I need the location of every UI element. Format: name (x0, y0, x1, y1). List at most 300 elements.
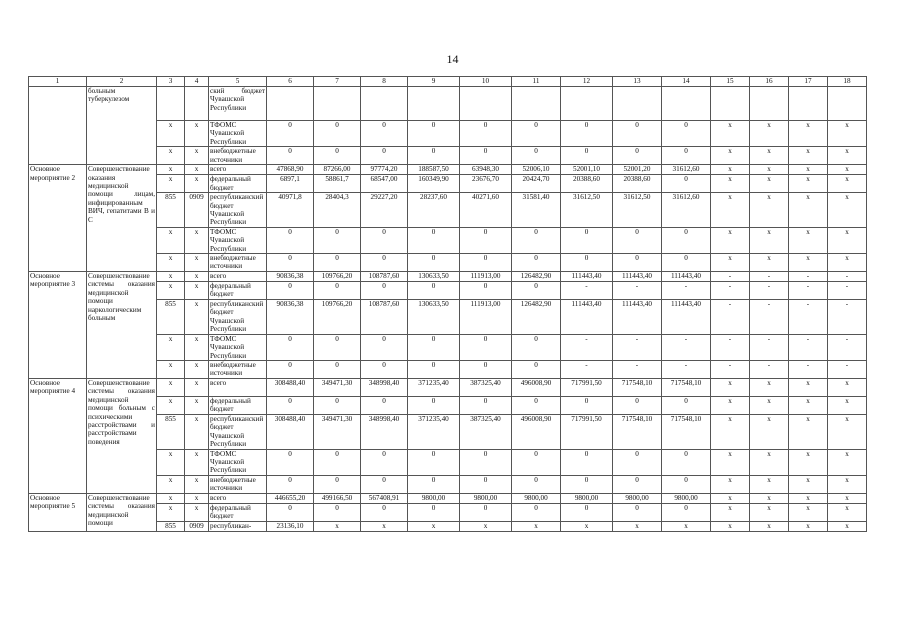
value-cell: x (711, 193, 750, 228)
value-cell: 0 (267, 147, 314, 165)
value-cell: 0 (314, 360, 361, 378)
value-cell (662, 87, 711, 121)
activity-name (29, 87, 87, 165)
value-cell: 6897,1 (267, 175, 314, 193)
value-cell: 108787,60 (361, 300, 408, 335)
value-cell: - (613, 360, 662, 378)
value-cell: x (711, 493, 750, 503)
value-cell: - (789, 300, 828, 335)
value-cell: 0 (361, 227, 408, 253)
value-cell: x (711, 503, 750, 521)
value-cell: - (828, 272, 867, 282)
value-cell: x (314, 521, 361, 531)
value-cell: 111443,40 (662, 272, 711, 282)
value-cell: 111443,40 (613, 272, 662, 282)
value-cell: 9800,00 (561, 493, 613, 503)
value-cell: 0 (267, 254, 314, 272)
funding-source: внебюджетные источники (209, 475, 267, 493)
value-cell: 108787,60 (361, 272, 408, 282)
column-header: 8 (361, 77, 408, 87)
funding-source: всего (209, 272, 267, 282)
value-cell: 0 (512, 449, 561, 475)
value-cell: 0 (512, 396, 561, 414)
budget-table (28, 76, 867, 532)
column-header: 12 (561, 77, 613, 87)
table-row (29, 165, 867, 175)
page-number: 14 (446, 52, 459, 66)
funding-source: ТФОМС Чувашской Республики (209, 121, 267, 147)
value-cell: x (662, 521, 711, 531)
value-cell: - (789, 272, 828, 282)
section-code: x (185, 475, 209, 493)
value-cell: 0 (561, 449, 613, 475)
value-cell: 0 (408, 449, 460, 475)
funding-source: всего (209, 493, 267, 503)
value-cell: x (750, 121, 789, 147)
value-cell: 0 (662, 475, 711, 493)
column-header: 4 (185, 77, 209, 87)
value-cell: - (711, 272, 750, 282)
value-cell: x (561, 521, 613, 531)
value-cell: 0 (314, 503, 361, 521)
value-cell: x (750, 475, 789, 493)
value-cell: 0 (267, 449, 314, 475)
section-code: x (185, 396, 209, 414)
value-cell: - (711, 360, 750, 378)
value-cell (789, 87, 828, 121)
value-cell: - (828, 282, 867, 300)
value-cell: 0 (408, 334, 460, 360)
value-cell: 0 (267, 334, 314, 360)
funding-source: республиканский бюджет Чувашской Республики (209, 193, 267, 228)
section-code: x (185, 254, 209, 272)
value-cell: x (711, 175, 750, 193)
value-cell: 90836,38 (267, 272, 314, 282)
value-cell: 371235,40 (408, 414, 460, 449)
value-cell: x (750, 227, 789, 253)
funding-source: республикан- (209, 521, 267, 531)
column-header: 17 (789, 77, 828, 87)
value-cell: x (361, 521, 408, 531)
value-cell: 0 (361, 396, 408, 414)
section-code: x (185, 378, 209, 396)
value-cell: x (828, 121, 867, 147)
section-code: x (185, 121, 209, 147)
value-cell: 0 (267, 121, 314, 147)
value-cell (828, 87, 867, 121)
funding-source: федеральный бюджет (209, 282, 267, 300)
admin-code: x (157, 175, 185, 193)
value-cell: 97774,20 (361, 165, 408, 175)
value-cell: - (789, 360, 828, 378)
value-cell: x (750, 165, 789, 175)
column-header: 2 (87, 77, 157, 87)
value-cell: 0 (662, 175, 711, 193)
value-cell: 31612,50 (561, 193, 613, 228)
value-cell: x (789, 475, 828, 493)
value-cell: 0 (662, 449, 711, 475)
value-cell: x (711, 521, 750, 531)
value-cell: 0 (561, 503, 613, 521)
column-header: 16 (750, 77, 789, 87)
value-cell: x (711, 165, 750, 175)
section-code: x (185, 227, 209, 253)
value-cell: 0 (613, 121, 662, 147)
value-cell (613, 87, 662, 121)
value-cell: x (711, 227, 750, 253)
value-cell: x (828, 175, 867, 193)
value-cell: 9800,00 (662, 493, 711, 503)
value-cell: x (750, 396, 789, 414)
section-code: x (185, 414, 209, 449)
column-header: 10 (460, 77, 512, 87)
funding-source: ТФОМС Чувашской Республики (209, 449, 267, 475)
column-header: 5 (209, 77, 267, 87)
value-cell: - (662, 282, 711, 300)
value-cell: 0 (314, 254, 361, 272)
value-cell: 20424,70 (512, 175, 561, 193)
section-code: x (185, 360, 209, 378)
admin-code: x (157, 503, 185, 521)
funding-source: внебюджетные источники (209, 360, 267, 378)
value-cell: 28237,60 (408, 193, 460, 228)
funding-source: внебюджетные источники (209, 147, 267, 165)
activity-description: Совершенствование системы оказания медицинской помощи (87, 493, 157, 531)
value-cell: 126482,90 (512, 300, 561, 335)
value-cell: 0 (267, 503, 314, 521)
table-body (29, 87, 867, 532)
section-code: x (185, 282, 209, 300)
value-cell: 0 (613, 147, 662, 165)
value-cell: 387325,40 (460, 414, 512, 449)
value-cell: x (750, 493, 789, 503)
value-cell (361, 87, 408, 121)
activity-description: Совершенствование системы оказания медицинской помощи наркологическим больным (87, 272, 157, 379)
value-cell: 0 (314, 475, 361, 493)
value-cell: x (789, 449, 828, 475)
value-cell: 0 (314, 147, 361, 165)
value-cell: 0 (267, 360, 314, 378)
value-cell: x (512, 521, 561, 531)
value-cell: - (662, 334, 711, 360)
value-cell: 109766,20 (314, 272, 361, 282)
value-cell: - (750, 272, 789, 282)
value-cell: 47868,90 (267, 165, 314, 175)
funding-source: федеральный бюджет (209, 175, 267, 193)
section-code: x (185, 300, 209, 335)
admin-code: x (157, 334, 185, 360)
value-cell: x (828, 193, 867, 228)
value-cell: x (789, 493, 828, 503)
value-cell: 0 (512, 334, 561, 360)
value-cell (750, 87, 789, 121)
value-cell: 0 (408, 254, 460, 272)
value-cell: 0 (314, 121, 361, 147)
admin-code: x (157, 121, 185, 147)
value-cell: 308488,40 (267, 414, 314, 449)
funding-source: ский бюджет Чувашской Республики (209, 87, 267, 121)
column-header: 15 (711, 77, 750, 87)
value-cell: 63948,30 (460, 165, 512, 175)
value-cell: 349471,30 (314, 378, 361, 396)
value-cell: 0 (460, 360, 512, 378)
value-cell: x (828, 254, 867, 272)
value-cell: x (750, 175, 789, 193)
activity-name: Основное мероприятие 5 (29, 493, 87, 531)
value-cell: x (750, 378, 789, 396)
value-cell: - (828, 360, 867, 378)
value-cell: 20388,60 (613, 175, 662, 193)
value-cell: x (750, 193, 789, 228)
value-cell: 23676,70 (460, 175, 512, 193)
value-cell: - (711, 300, 750, 335)
value-cell: 0 (408, 121, 460, 147)
value-cell: 0 (512, 503, 561, 521)
value-cell: - (561, 334, 613, 360)
value-cell: 90836,38 (267, 300, 314, 335)
funding-source: ТФОМС Чувашской Республики (209, 334, 267, 360)
admin-code: x (157, 272, 185, 282)
value-cell (267, 87, 314, 121)
value-cell: 0 (460, 147, 512, 165)
value-cell: 0 (314, 227, 361, 253)
value-cell: 0 (267, 396, 314, 414)
funding-source: внебюджетные источники (209, 254, 267, 272)
value-cell: 0 (460, 396, 512, 414)
admin-code: x (157, 282, 185, 300)
value-cell: x (711, 449, 750, 475)
value-cell: 111913,00 (460, 300, 512, 335)
value-cell: 31612,60 (662, 165, 711, 175)
value-cell: 40271,60 (460, 193, 512, 228)
value-cell: 0 (662, 121, 711, 147)
value-cell: x (789, 175, 828, 193)
value-cell: 0 (662, 227, 711, 253)
value-cell: x (711, 475, 750, 493)
header-row (29, 77, 867, 87)
value-cell: 446655,20 (267, 493, 314, 503)
value-cell: 111443,40 (613, 300, 662, 335)
value-cell: 0 (314, 449, 361, 475)
value-cell: x (789, 503, 828, 521)
value-cell: - (750, 334, 789, 360)
value-cell (512, 87, 561, 121)
value-cell (408, 87, 460, 121)
value-cell: 9800,00 (512, 493, 561, 503)
value-cell: 0 (512, 227, 561, 253)
value-cell: 0 (361, 282, 408, 300)
value-cell: x (828, 449, 867, 475)
value-cell: 387325,40 (460, 378, 512, 396)
value-cell: x (828, 521, 867, 531)
value-cell: 29227,20 (361, 193, 408, 228)
value-cell: 496008,90 (512, 414, 561, 449)
value-cell: 52006,10 (512, 165, 561, 175)
value-cell: 496008,90 (512, 378, 561, 396)
funding-source: федеральный бюджет (209, 503, 267, 521)
value-cell: x (750, 254, 789, 272)
section-code: x (185, 503, 209, 521)
value-cell: x (828, 147, 867, 165)
value-cell: 0 (561, 475, 613, 493)
value-cell: 0 (361, 360, 408, 378)
value-cell: 111443,40 (662, 300, 711, 335)
value-cell: 0 (512, 475, 561, 493)
value-cell: x (750, 521, 789, 531)
value-cell: 0 (512, 121, 561, 147)
value-cell: - (828, 334, 867, 360)
value-cell: x (750, 449, 789, 475)
value-cell: x (789, 165, 828, 175)
funding-source: ТФОМС Чувашской Республики (209, 227, 267, 253)
funding-source: всего (209, 378, 267, 396)
column-header: 18 (828, 77, 867, 87)
section-code: x (185, 165, 209, 175)
value-cell: 188587,50 (408, 165, 460, 175)
admin-code (157, 87, 185, 121)
value-cell: 0 (361, 475, 408, 493)
activity-description: Совершенствование оказания медицинской помощи лицам, инфицированным ВИЧ, гепатитами В и С (87, 165, 157, 272)
value-cell: 58861,7 (314, 175, 361, 193)
section-code: x (185, 175, 209, 193)
column-header: 9 (408, 77, 460, 87)
value-cell: 717548,10 (662, 414, 711, 449)
value-cell: x (828, 396, 867, 414)
section-code: x (185, 334, 209, 360)
value-cell: x (789, 121, 828, 147)
value-cell: 0 (662, 396, 711, 414)
admin-code: x (157, 378, 185, 396)
value-cell: - (750, 360, 789, 378)
admin-code: x (157, 227, 185, 253)
table-header (29, 77, 867, 87)
value-cell: x (750, 503, 789, 521)
value-cell: 0 (460, 334, 512, 360)
column-header: 14 (662, 77, 711, 87)
value-cell: 31612,50 (613, 193, 662, 228)
section-code: x (185, 449, 209, 475)
value-cell: 0 (561, 147, 613, 165)
value-cell: 31581,40 (512, 193, 561, 228)
value-cell: - (711, 282, 750, 300)
admin-code: x (157, 493, 185, 503)
value-cell: x (711, 378, 750, 396)
column-header: 11 (512, 77, 561, 87)
value-cell: x (711, 414, 750, 449)
value-cell: 0 (460, 254, 512, 272)
value-cell: x (711, 147, 750, 165)
value-cell: 348998,40 (361, 414, 408, 449)
value-cell: 160349,90 (408, 175, 460, 193)
value-cell: - (789, 282, 828, 300)
value-cell: 0 (561, 121, 613, 147)
value-cell: x (789, 396, 828, 414)
value-cell: 31612,60 (662, 193, 711, 228)
admin-code: x (157, 449, 185, 475)
value-cell: x (828, 414, 867, 449)
value-cell: - (613, 334, 662, 360)
value-cell (460, 87, 512, 121)
value-cell: 0 (361, 254, 408, 272)
funding-source: республиканский бюджет Чувашской Республики (209, 300, 267, 335)
value-cell: - (561, 282, 613, 300)
activity-description: Совершенствование системы оказания медицинской помощи больным с психическими расстройствами и расстройствами поведения (87, 378, 157, 493)
value-cell: x (828, 227, 867, 253)
funding-source: республиканский бюджет Чувашской Республики (209, 414, 267, 449)
value-cell: x (750, 147, 789, 165)
value-cell: x (828, 378, 867, 396)
value-cell: 717548,10 (613, 378, 662, 396)
section-code: x (185, 272, 209, 282)
value-cell: 0 (561, 254, 613, 272)
value-cell: 0 (512, 254, 561, 272)
value-cell: 9800,00 (408, 493, 460, 503)
activity-name: Основное мероприятие 3 (29, 272, 87, 379)
value-cell: 130633,50 (408, 272, 460, 282)
column-header: 13 (613, 77, 662, 87)
value-cell: 0 (512, 360, 561, 378)
value-cell: 0 (361, 449, 408, 475)
value-cell: x (789, 193, 828, 228)
value-cell: 371235,40 (408, 378, 460, 396)
value-cell: 109766,20 (314, 300, 361, 335)
value-cell: 0 (408, 147, 460, 165)
value-cell: x (789, 227, 828, 253)
value-cell: x (711, 121, 750, 147)
column-header: 6 (267, 77, 314, 87)
funding-source: федеральный бюджет (209, 396, 267, 414)
value-cell: - (613, 282, 662, 300)
value-cell: 0 (314, 396, 361, 414)
value-cell: x (789, 254, 828, 272)
section-code: 0909 (185, 193, 209, 228)
value-cell: 28404,3 (314, 193, 361, 228)
admin-code: x (157, 396, 185, 414)
value-cell: x (789, 414, 828, 449)
value-cell: x (750, 414, 789, 449)
value-cell: x (460, 521, 512, 531)
value-cell: 0 (613, 227, 662, 253)
value-cell: 717548,10 (662, 378, 711, 396)
value-cell: 0 (314, 282, 361, 300)
table-row (29, 272, 867, 282)
table-row (29, 378, 867, 396)
value-cell: - (711, 334, 750, 360)
value-cell: x (828, 503, 867, 521)
value-cell: x (711, 396, 750, 414)
admin-code: x (157, 254, 185, 272)
value-cell: 0 (613, 254, 662, 272)
value-cell: - (750, 300, 789, 335)
value-cell: 0 (408, 475, 460, 493)
value-cell: 23136,10 (267, 521, 314, 531)
value-cell: 0 (408, 503, 460, 521)
value-cell: 0 (267, 227, 314, 253)
value-cell: 0 (460, 121, 512, 147)
value-cell: 0 (361, 334, 408, 360)
value-cell: 0 (460, 475, 512, 493)
value-cell: 0 (267, 282, 314, 300)
value-cell: - (828, 300, 867, 335)
value-cell: 0 (512, 147, 561, 165)
value-cell: 111443,40 (561, 300, 613, 335)
admin-code: 855 (157, 414, 185, 449)
funding-source: всего (209, 165, 267, 175)
value-cell: x (828, 165, 867, 175)
value-cell: 0 (662, 254, 711, 272)
value-cell: 0 (267, 475, 314, 493)
admin-code: 855 (157, 300, 185, 335)
